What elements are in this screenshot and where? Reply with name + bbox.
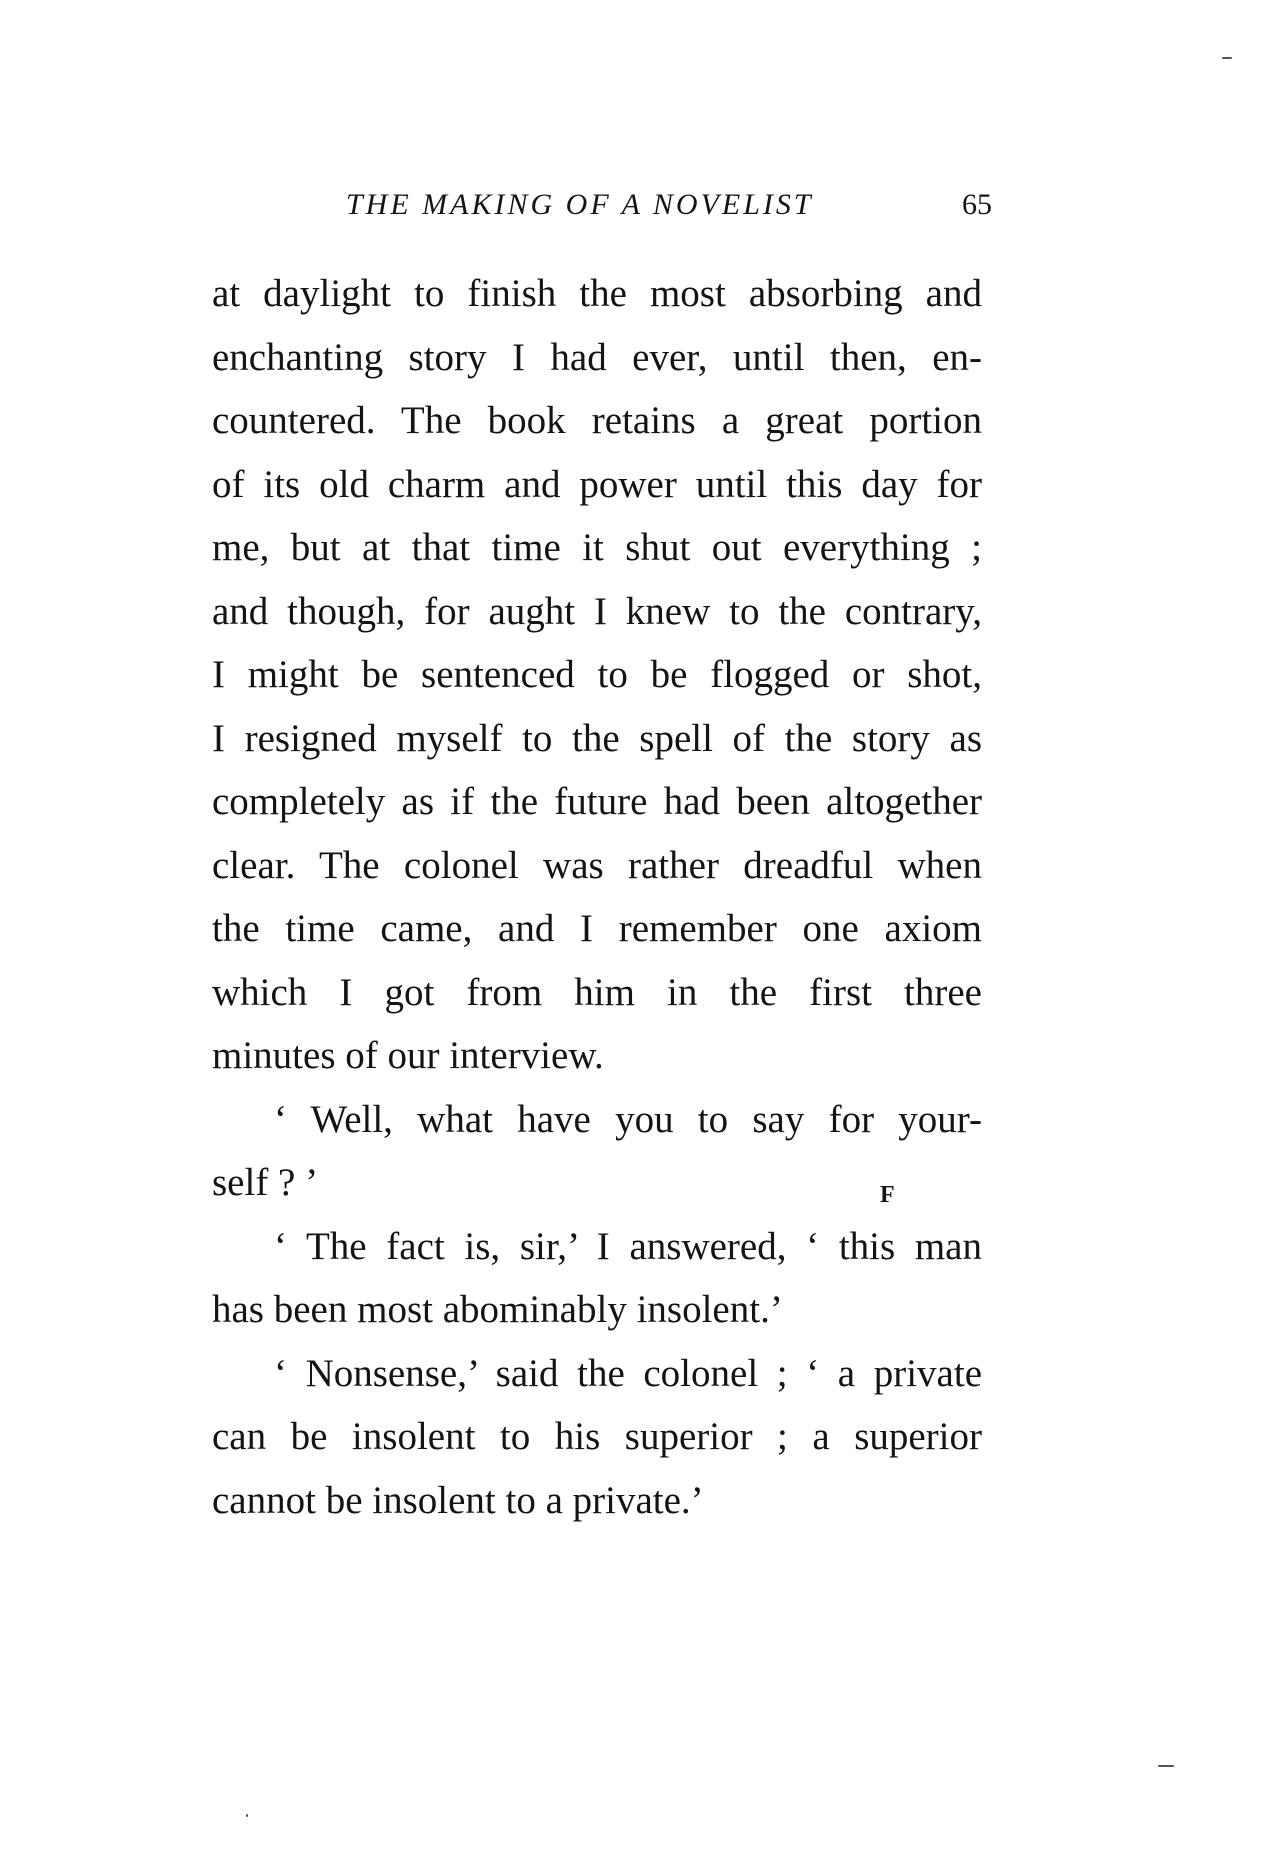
body-text [212,262,982,1532]
scan-speck [1158,1765,1174,1767]
page-number: 65 [962,188,992,221]
text-line: enchanting story I had ever, until then, en- [212,335,982,379]
text-line: I might be sentenced to be flogged or shot, [212,653,982,696]
text-line: self ? ’ [212,1161,319,1204]
text-line: can be insolent to his superior ; a superior [212,1415,982,1458]
text-line: which I got from him in the first three [212,970,982,1014]
text-line: I resigned myself to the spell of the story as [212,716,982,760]
text-line: minutes of our interview. [212,1034,604,1077]
text-line: ‘ Well, what have you to say for your- [274,1097,982,1141]
text-line: the time came, and I remember one axiom [212,907,982,950]
text-line: countered. The book retains a great portion [212,399,982,442]
text-line: ‘ The fact is, sir,’ I answered, ‘ this man [274,1224,982,1268]
text-line: of its old charm and power until this day for [212,462,982,506]
text-line: ‘ Nonsense,’ said the colonel ; ‘ a private [274,1351,982,1395]
scan-speck [1222,57,1232,59]
running-head [212,188,992,238]
text-line: and though, for aught I knew to the contrary, [212,589,982,633]
text-line: clear. The colonel was rather dreadful when [212,843,982,887]
scan-speck [246,1814,248,1817]
text-line: me, but at that time it shut out everything ; [212,526,982,569]
text-line: at daylight to finish the most absorbing and [212,272,982,315]
running-title: THE MAKING OF A NOVELIST [346,188,814,221]
text-line: completely as if the future had been altogether [212,780,982,823]
text-line: cannot be insolent to a private.’ [212,1478,704,1522]
text-line: has been most abominably insolent.’ [212,1288,783,1331]
signature-mark: F [880,1182,895,1208]
